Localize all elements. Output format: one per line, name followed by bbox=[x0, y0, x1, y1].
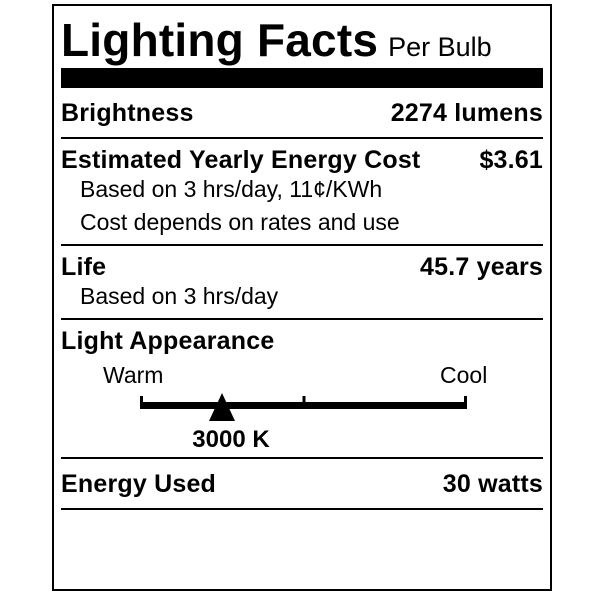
color-temp-value: 3000 K bbox=[192, 426, 270, 453]
header-divider-bar bbox=[61, 68, 543, 88]
brightness-label: Brightness bbox=[61, 99, 194, 127]
brightness-row bbox=[61, 88, 543, 139]
light-appearance-label: Light Appearance bbox=[61, 327, 275, 355]
energy-cost-note-basis: Based on 3 hrs/day, 11¢/KWh bbox=[80, 176, 383, 202]
life-section bbox=[61, 246, 543, 320]
energy-used-value: 30 watts bbox=[442, 470, 543, 498]
energy-used-label: Energy Used bbox=[61, 470, 217, 498]
scale-warm-label: Warm bbox=[103, 362, 164, 388]
lighting-facts-label bbox=[52, 4, 552, 591]
color-temp-triangle-marker bbox=[209, 393, 235, 421]
brightness-value: 2274 lumens bbox=[390, 99, 543, 127]
scale-bar-wrap bbox=[140, 396, 467, 422]
energy-cost-section bbox=[61, 139, 543, 246]
light-appearance-section bbox=[61, 320, 543, 459]
energy-used-row bbox=[61, 459, 543, 510]
energy-cost-note-disclaimer: Cost depends on rates and use bbox=[80, 209, 400, 235]
life-label: Life bbox=[61, 253, 107, 281]
life-row bbox=[61, 254, 543, 280]
light-appearance-heading bbox=[61, 328, 543, 354]
life-value: 45.7 years bbox=[420, 253, 543, 281]
life-note-basis: Based on 3 hrs/day bbox=[80, 283, 279, 309]
energy-cost-label: Estimated Yearly Energy Cost bbox=[61, 146, 421, 174]
scale-bar bbox=[140, 402, 467, 409]
label-title: Lighting Facts bbox=[61, 14, 379, 66]
energy-cost-row bbox=[61, 147, 543, 173]
color-temperature-scale bbox=[61, 354, 543, 457]
per-bulb-subtitle: Per Bulb bbox=[388, 32, 492, 62]
label-header bbox=[61, 12, 543, 68]
scale-cool-label: Cool bbox=[440, 362, 488, 388]
energy-cost-value: $3.61 bbox=[479, 146, 543, 174]
